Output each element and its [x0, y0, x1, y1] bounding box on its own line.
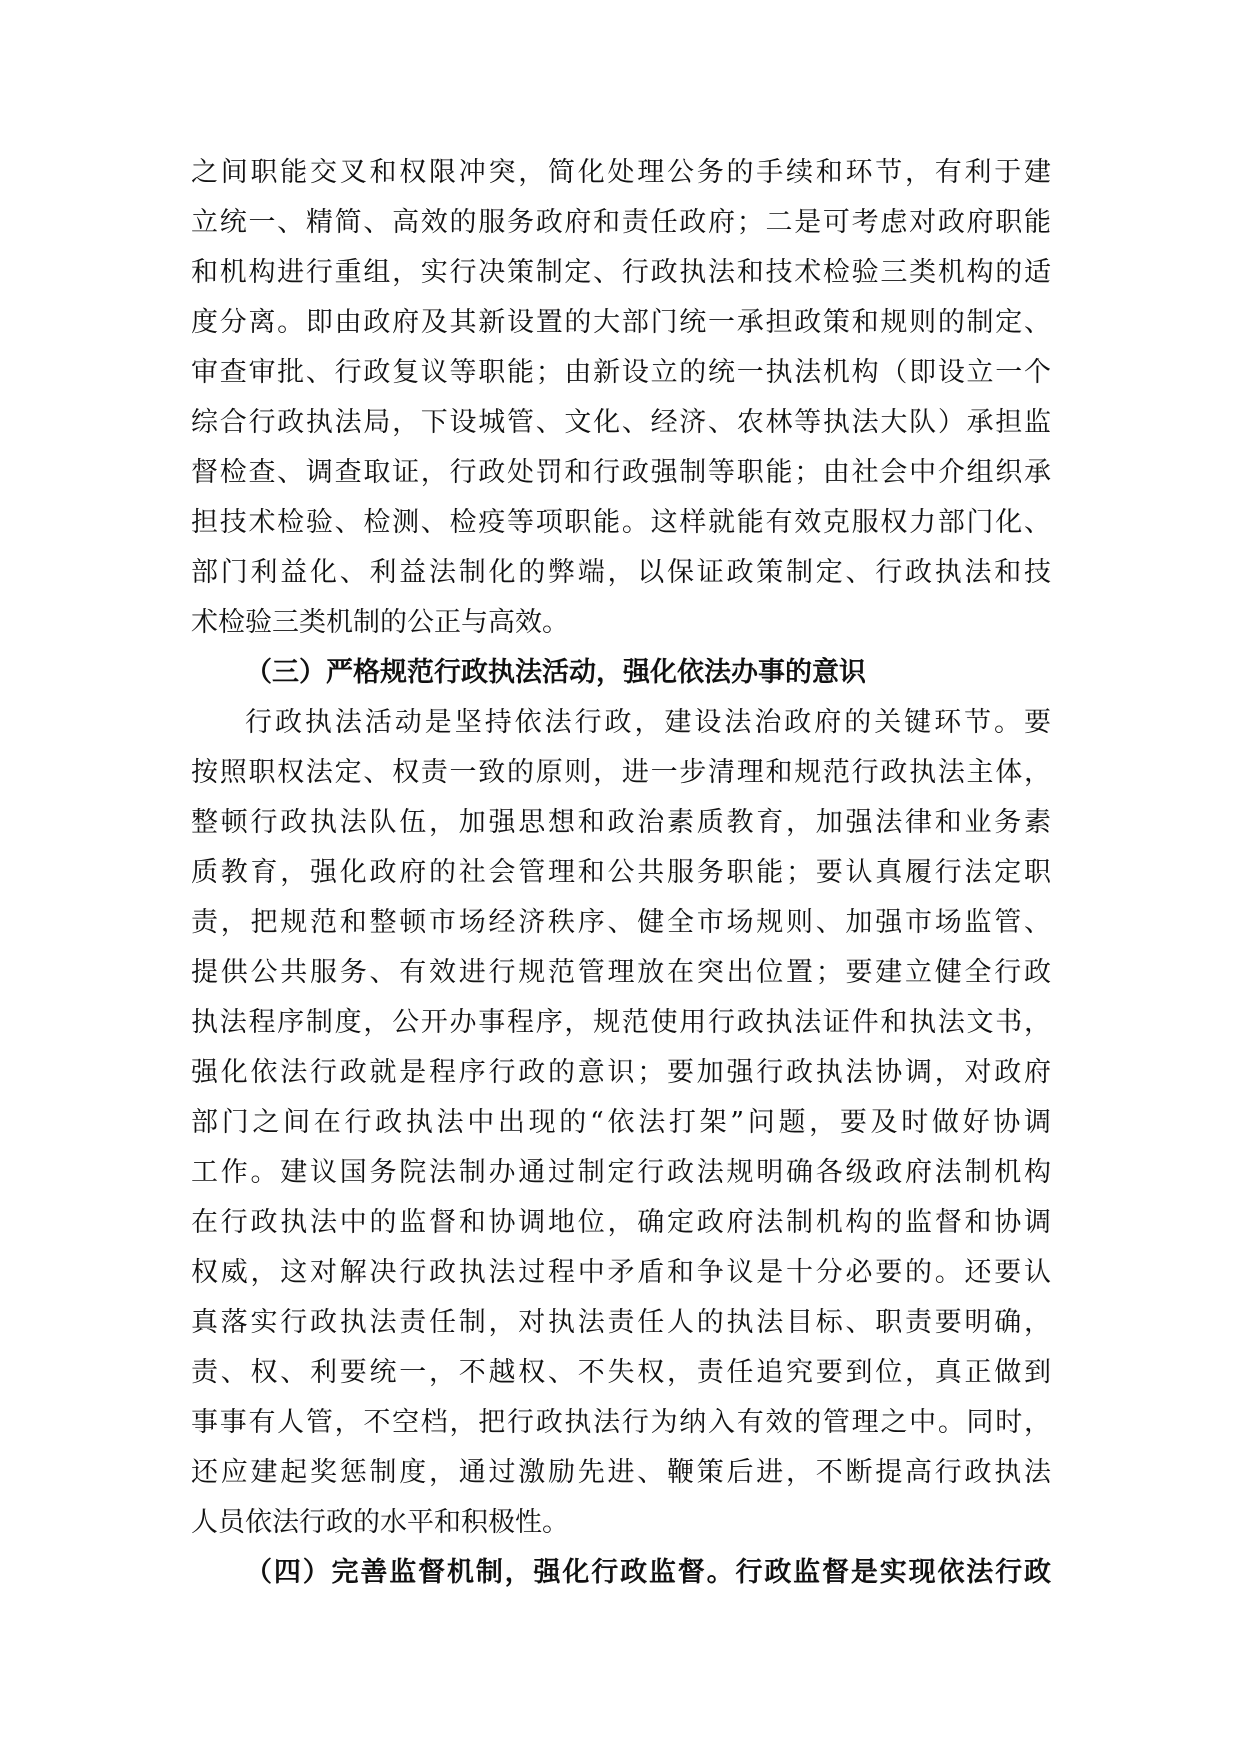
- text-line: 人员依法行政的水平和积极性。: [191, 1507, 569, 1538]
- text-line: 提供公共服务、有效进行规范管理放在突出位置；要建立健全行政: [191, 957, 1051, 988]
- text-line: 行政执法活动是坚持依法行政，建设法治政府的关键环节。要: [245, 707, 1051, 738]
- text-line: 执法程序制度，公开办事程序，规范使用行政执法证件和执法文书，: [191, 1007, 1051, 1038]
- section-heading-3: （三）严格规范行政执法活动，强化依法办事的意识: [245, 657, 866, 688]
- body-text: [191, 148, 1051, 1598]
- text-line: 审查审批、行政复议等职能；由新设立的统一执法机构（即设立一个: [191, 357, 1051, 388]
- text-line: 部门之间在行政执法中出现的“依法打架”问题，要及时做好协调: [191, 1107, 1051, 1138]
- text-line: 之间职能交叉和权限冲突，简化处理公务的手续和环节，有利于建: [191, 157, 1051, 188]
- text-line: 强化依法行政就是程序行政的意识；要加强行政执法协调，对政府: [191, 1057, 1051, 1088]
- text-line: 在行政执法中的监督和协调地位，确定政府法制机构的监督和协调: [191, 1207, 1051, 1238]
- text-line: 工作。建议国务院法制办通过制定行政法规明确各级政府法制机构: [191, 1157, 1051, 1188]
- text-line: 真落实行政执法责任制，对执法责任人的执法目标、职责要明确，: [191, 1307, 1051, 1338]
- text-line: 按照职权法定、权责一致的原则，进一步清理和规范行政执法主体，: [191, 757, 1051, 788]
- text-line: 和机构进行重组，实行决策制定、行政执法和技术检验三类机构的适: [191, 257, 1051, 288]
- text-line: 整顿行政执法队伍，加强思想和政治素质教育，加强法律和业务素: [191, 807, 1051, 838]
- text-line: 督检查、调查取证，行政处罚和行政强制等职能；由社会中介组织承: [191, 457, 1051, 488]
- text-line: 立统一、精简、高效的服务政府和责任政府；二是可考虑对政府职能: [191, 207, 1051, 238]
- text-line: 权威，这对解决行政执法过程中矛盾和争议是十分必要的。还要认: [191, 1257, 1051, 1288]
- text-line: 事事有人管，不空档，把行政执法行为纳入有效的管理之中。同时，: [191, 1407, 1051, 1438]
- text-line: 责、权、利要统一，不越权、不失权，责任追究要到位，真正做到: [191, 1357, 1051, 1388]
- text-line: 担技术检验、检测、检疫等项职能。这样就能有效克服权力部门化、: [191, 507, 1051, 538]
- text-line: 部门利益化、利益法制化的弊端，以保证政策制定、行政执法和技: [191, 557, 1051, 588]
- section-heading-4: （四）完善监督机制，强化行政监督。行政监督是实现依法行政: [245, 1557, 1051, 1588]
- text-line: 质教育，强化政府的社会管理和公共服务职能；要认真履行法定职: [191, 857, 1051, 888]
- paragraph-2: [191, 698, 1051, 1548]
- text-line: 术检验三类机制的公正与高效。: [191, 607, 569, 638]
- paragraph-1: [191, 148, 1051, 648]
- text-line: 度分离。即由政府及其新设置的大部门统一承担政策和规则的制定、: [191, 307, 1051, 338]
- text-line: 还应建起奖惩制度，通过激励先进、鞭策后进，不断提高行政执法: [191, 1457, 1051, 1488]
- text-line: 综合行政执法局，下设城管、文化、经济、农林等执法大队）承担监: [191, 407, 1051, 438]
- text-line: 责，把规范和整顿市场经济秩序、健全市场规则、加强市场监管、: [191, 907, 1051, 938]
